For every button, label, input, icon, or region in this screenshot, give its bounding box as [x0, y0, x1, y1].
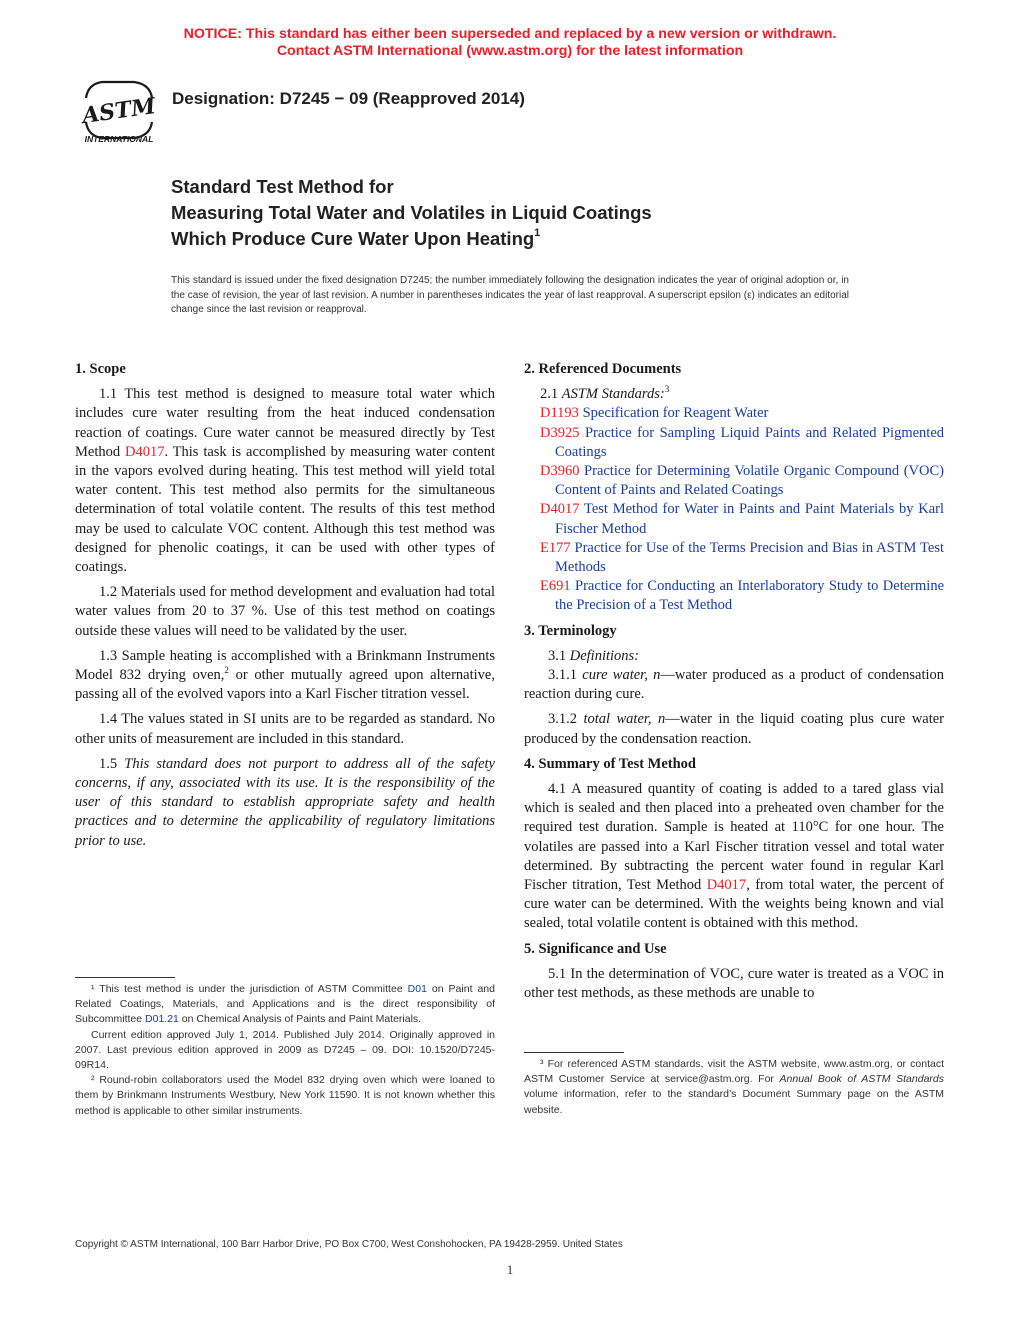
astm-logo: [74, 78, 164, 144]
section-heading-references: 2. Referenced Documents: [524, 361, 682, 377]
section-heading-significance: 5. Significance and Use: [524, 940, 667, 957]
footnote-3: ³ For referenced ASTM standards, visit the ASTM website, www.astm.org, or contact ASTM Customer Service at service@astm.org. For Annual Book of ASTM Standards volume information, refer to the standard’s Document Summary page on the ASTM website.: [524, 1058, 944, 1116]
footnotes-left: [75, 977, 495, 1119]
title-line-1: Standard Test Method for: [171, 176, 394, 197]
section-heading-summary: 4. Summary of Test Method: [524, 755, 696, 772]
footnote-2: ² Round-robin collaborators used the Model 832 drying oven which were loaned to them by Brinkmann Instruments Westbury, New York 11590. It is not known whether this method is applicable to other similar instruments.: [75, 1074, 495, 1117]
notice-line-2: Contact ASTM International (www.astm.org) for the latest information: [276, 42, 744, 59]
link-d01[interactable]: D01: [407, 983, 427, 995]
logo-text: ASTM: [80, 93, 158, 130]
paragraph-1-5: 1.5 This standard does not purport to address all of the safety concerns, if any, associated with its use. It is the responsibility of the user of this standard to establish appropriate safety and health practices and to determine the applicability of regulatory limitations prior to use.: [75, 755, 495, 849]
footnote-1-edition: Current edition approved July 1, 2014. Published July 2014. Originally approved in 2007. Last previous edition approved in 2009 as D7245 – 09. DOI: 10.1520/D7245-09R14.: [75, 1028, 495, 1072]
paragraph-3-1: 3.1 Definitions:: [548, 647, 640, 664]
definition-cure-water: 3.1.1 cure water, n—water produced as a product of condensation reaction during cure.: [524, 667, 945, 703]
paragraph-5-1: 5.1 In the determination of VOC, cure water is treated as a VOC in other test methods, as these methods are unable to: [524, 965, 944, 1002]
link-d01-21[interactable]: D01.21: [145, 1013, 179, 1026]
copyright: Copyright © ASTM International, 100 Barr Harbor Drive, PO Box C700, West Conshohocken, PA 19428-2959. United States: [75, 1239, 623, 1250]
page-number: 1: [506, 1262, 514, 1277]
logo-subtext: INTERNATIONAL: [84, 134, 154, 144]
astm-standards-subhead: 2.1 ASTM Standards:$^3$: [540, 384, 670, 403]
issue-note: This standard is issued under the fixed designation D7245; the number immediately following the designation indicates the year of original adoption or, in the case of revision, the year of last revision. A number in parentheses indicates the year of last reapproval. A superscript epsilon (ε) indicates an editorial change since the last revision or reapproval.: [171, 275, 849, 315]
paragraph-4-1: 4.1 A measured quantity of coating is added to a tared glass vial which is sealed and then placed into a preheated oven chamber for the required test duration. Sample is heated at 110°C for one hour. The volatiles are passed into a Karl Fischer titration vessel and total water determined. By subtracting the percent water found in regular Karl Fischer titration, Test Method D4017, from total water, the percent of cure water can be determined. With the weights being known and vial sealed, total volatile content is obtained with this method.: [524, 781, 944, 932]
designation: Designation: D7245 − 09 (Reapproved 2014): [172, 89, 525, 108]
definition-total-water: 3.1.2 total water, n—water in the liquid coating plus cure water produced by the condensation reaction.: [524, 711, 945, 747]
paragraph-1-2: 1.2 Materials used for method development and evaluation had total water values from 20 to 37 %. Use of this test method on coatings outside these values will need to be validated by the user.: [75, 584, 495, 639]
right-column: [524, 360, 944, 1009]
reference-item[interactable]: D4017 Test Method for Water in Paints and Paint Materials by Karl Fischer Method: [540, 501, 944, 537]
left-column: [75, 360, 495, 857]
footnote-rule: [75, 977, 175, 978]
reference-item[interactable]: D1193 Specification for Reagent Water: [540, 405, 769, 422]
notice-line-1: NOTICE: This standard has either been superseded and replaced by a new version or withdrawn.: [183, 26, 837, 42]
footnote-1: ¹ This test method is under the jurisdiction of ASTM Committee D01 on Paint and Related Coatings, Materials, and Applications and is the direct responsibility of Subcommittee D01.21 on Chemical Analysis of Paints and Paint Materials.: [75, 983, 495, 1026]
notice-banner: [0, 26, 1020, 59]
document-title: [171, 174, 871, 252]
paragraph-1-3: 1.3 Sample heating is accomplished with a Brinkmann Instruments Model 832 drying oven,$^2$ or other mutually agreed upon alternative, passing all of the evolved vapors into a Karl Fischer titration vessel.: [75, 647, 495, 703]
paragraph-1-1: 1.1 This test method is designed to measure total water which includes cure water resulting from the heat induced condensation reaction of coatings. Cure water cannot be measured directly by Test Method D4017. This task is accomplished by measuring water content in the vapors evolved during heating. This test method will yield total water content. This test method also permits for the simultaneous determination of total volatile content. The results of this test method may be used to calculate VOC content. Although this test method was designed for phenolic coatings, it can be used with other types of coatings.: [75, 386, 495, 576]
reference-item[interactable]: E691 Practice for Conducting an Interlaboratory Study to Determine the Precision of a Test Method: [540, 578, 944, 614]
link-d4017[interactable]: D4017: [124, 443, 165, 460]
reference-item[interactable]: D3925 Practice for Sampling Liquid Paints and Related Pigmented Coatings: [540, 424, 945, 460]
footnote-mark-3[interactable]: 3: [664, 384, 670, 395]
reference-item[interactable]: D3960 Practice for Determining Volatile Organic Compound (VOC) Content of Paints and Related Coatings: [540, 463, 945, 499]
reference-list: [524, 404, 944, 615]
footnote-rule: [524, 1052, 624, 1053]
link-d4017[interactable]: D4017: [706, 877, 747, 894]
reference-item[interactable]: E177 Practice for Use of the Terms Precision and Bias in ASTM Test Methods: [540, 539, 944, 576]
title-line-3: Which Produce Cure Water Upon Heating$^1$: [171, 227, 541, 249]
section-heading-terminology: 3. Terminology: [524, 622, 617, 639]
title-line-2: Measuring Total Water and Volatiles in Liquid Coatings: [171, 202, 652, 223]
paragraph-1-4: 1.4 The values stated in SI units are to be regarded as standard. No other units of measurement are included in this standard.: [75, 711, 495, 747]
footnotes-right: [524, 1052, 944, 1118]
title-footnote-mark[interactable]: 1: [534, 227, 541, 239]
footnote-mark-2[interactable]: 2: [224, 665, 229, 676]
section-heading-scope: 1. Scope: [75, 361, 126, 377]
